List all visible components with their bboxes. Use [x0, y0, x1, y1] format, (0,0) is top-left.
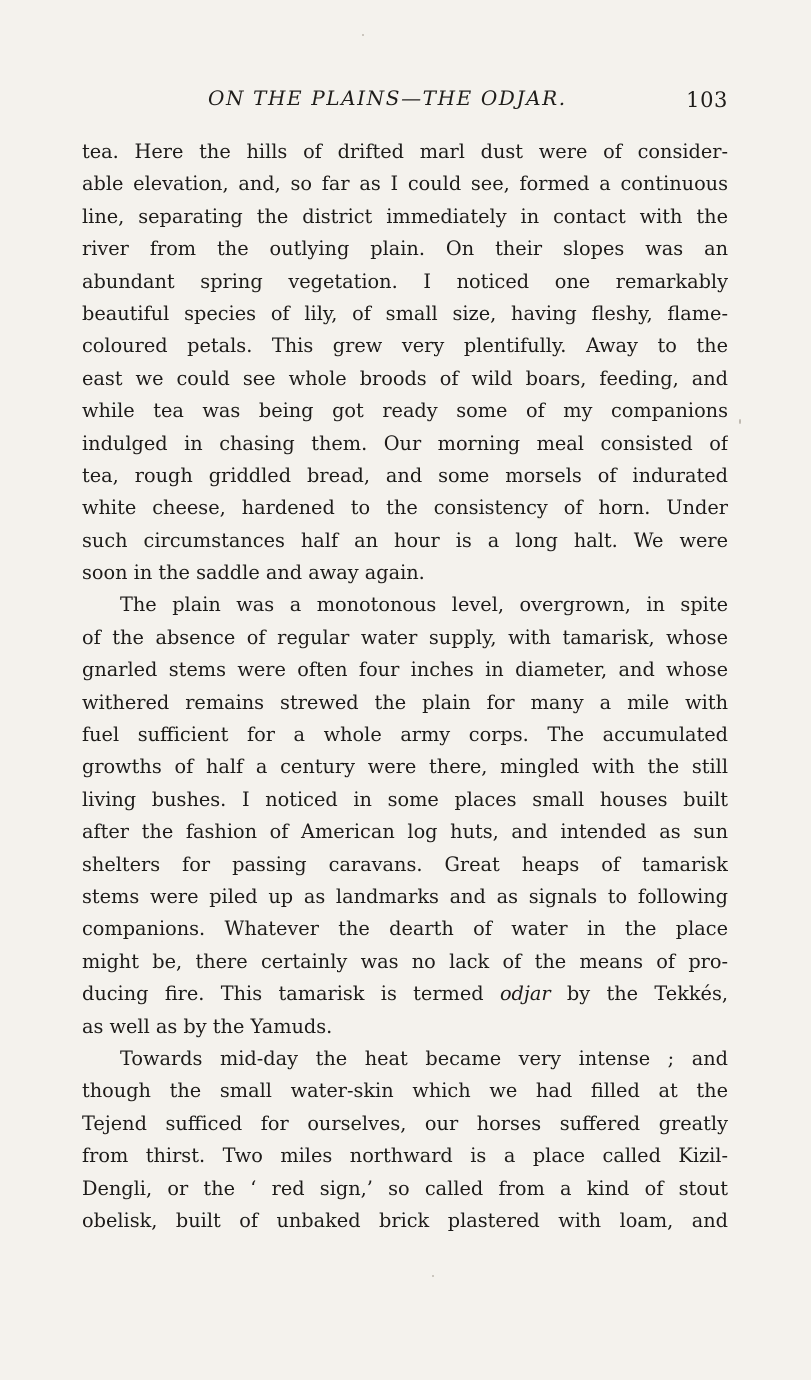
text-line: shelters for passing caravans. Great heaps of tamarisk	[82, 852, 728, 876]
text-line: indulged in chasing them. Our morning meal consisted of	[82, 431, 728, 455]
text-line: stems were piled up as landmarks and as signals to following	[82, 884, 728, 908]
text-line: though the small water-skin which we had filled at the	[82, 1079, 728, 1103]
text-line: withered remains strewed the plain for many a mile with	[82, 690, 728, 714]
text-line: growths of half a century were there, mingled with the still	[82, 755, 728, 779]
text-line: able elevation, and, so far as I could see, formed a continuous	[82, 172, 728, 196]
text-line: obelisk, built of unbaked brick plastered with loam, and	[82, 1208, 728, 1232]
text-line: coloured petals. This grew very plentifully. Away to the	[82, 334, 728, 358]
text-segment: ducing fire. This tamarisk is termed	[82, 982, 500, 1006]
text-line: abundant spring vegetation. I noticed one remarkably	[82, 269, 728, 293]
text-line: might be, there certainly was no lack of the means of pro-	[82, 949, 728, 973]
text-line: Tejend sufficed for ourselves, our horses suffered greatly	[82, 1111, 728, 1135]
body-text	[82, 136, 728, 1237]
text-line: living bushes. I noticed in some places small houses built	[82, 787, 728, 811]
text-line-with-italic	[82, 978, 728, 1010]
text-segment: by the Tekkés,	[550, 982, 728, 1006]
text-line: such circumstances half an hour is a long halt. We were	[82, 528, 728, 552]
text-line: as well as by the Yamuds.	[82, 1014, 333, 1038]
text-line: tea. Here the hills of drifted marl dust were of consider-	[82, 140, 728, 163]
text-line: of the absence of regular water supply, with tamarisk, whose	[82, 625, 728, 649]
text-line: companions. Whatever the dearth of water in the place	[82, 917, 728, 941]
paper-speck	[432, 1275, 434, 1277]
paragraph-2	[82, 589, 728, 1042]
paper-speck	[739, 419, 741, 424]
page-number: 103	[686, 88, 728, 112]
text-line: The plain was a monotonous level, overgrown, in spite	[120, 593, 728, 617]
text-line: after the fashion of American log huts, and intended as sun	[82, 820, 728, 844]
text-line: white cheese, hardened to the consistency of horn. Under	[82, 496, 728, 520]
paper-speck	[362, 34, 364, 36]
text-line: gnarled stems were often four inches in diameter, and whose	[82, 658, 728, 682]
text-line: while tea was being got ready some of my companions	[82, 399, 728, 423]
text-line: tea, rough griddled bread, and some morsels of indurated	[82, 463, 728, 487]
paragraph-1	[82, 136, 728, 589]
paragraph-3	[82, 1043, 728, 1237]
running-title: ON THE PLAINS—THE ODJAR.	[208, 86, 567, 110]
text-line: soon in the saddle and away again.	[82, 561, 425, 585]
text-line: line, separating the district immediately in contact with the	[82, 204, 728, 228]
text-line: beautiful species of lily, of small size, having fleshy, flame-	[82, 301, 728, 325]
italic-term-odjar: odjar	[499, 982, 551, 1006]
text-line: fuel sufficient for a whole army corps. The accumulated	[82, 723, 728, 747]
text-line: Dengli, or the ‘ red sign,’ so called from a kind of stout	[82, 1176, 728, 1200]
text-line: river from the outlying plain. On their slopes was an	[82, 237, 728, 261]
text-line: Towards mid-day the heat became very intense ; and	[120, 1046, 728, 1070]
text-line: east we could see whole broods of wild boars, feeding, and	[82, 366, 728, 390]
text-line: from thirst. Two miles northward is a place called Kizil-	[82, 1144, 728, 1168]
running-header	[82, 86, 728, 120]
